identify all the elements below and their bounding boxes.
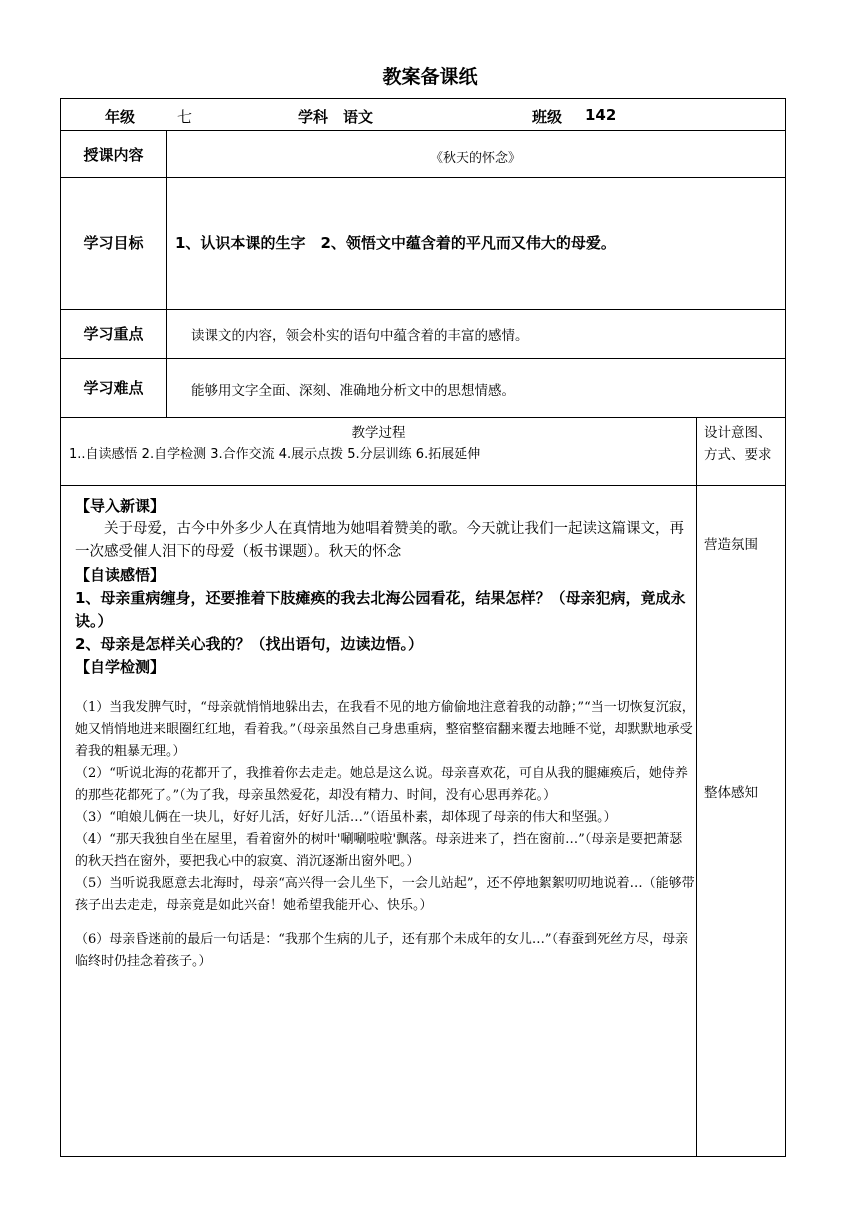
row-divider	[61, 417, 785, 418]
process-heading: 教学过程	[351, 425, 406, 441]
goal-label: 学习目标	[83, 234, 144, 252]
row-divider	[61, 358, 785, 359]
intro-title: 【导入新课】	[75, 497, 166, 515]
row-divider	[61, 485, 785, 486]
class-label: 班级	[532, 108, 563, 126]
self-read-title: 【自读感悟】	[75, 566, 166, 584]
content-value: 《秋天的怀念》	[429, 151, 521, 166]
check-item-4: （4）“那天我独自坐在屋里，看着窗外的树叶'唰唰啦啦'飘落。母亲进来了，挡在窗前…”（母亲是要把萧瑟的秋天挡在窗外，要把我心中的寂寞、消沉逐渐出窗外吧。）	[75, 832, 683, 869]
question-2: 2、母亲是怎样关心我的？（找出语句，边读边悟。）	[75, 635, 423, 653]
content-label: 授课内容	[83, 146, 144, 164]
side-note-atmosphere: 营造氛围	[704, 537, 758, 553]
key-point-value: 读课文的内容，领会朴实的语句中蕴含着的丰富的感情。	[191, 328, 529, 344]
class-value: 142	[585, 106, 617, 124]
self-check-title: 【自学检测】	[75, 658, 166, 676]
column-divider	[166, 130, 167, 417]
goal-value: 1、认识本课的生字 2、领悟文中蕴含着的平凡而又伟大的母爱。	[175, 234, 616, 252]
side-heading-1: 设计意图、	[704, 425, 772, 441]
row-divider	[61, 177, 785, 178]
check-item-1: （1）当我发脾气时，“母亲就悄悄地躲出去，在我看不见的地方偷偷地注意着我的动静；”“当一切恢复沉寂，她又悄悄地进来眼圈红红地，看着我。”（母亲虽然自己身患重病，整宿整宿翻来覆去地睡不觉，却默默地承受着我的粗暴无理。）	[75, 700, 695, 759]
column-divider	[696, 417, 697, 1156]
side-heading-2: 方式、要求	[704, 447, 772, 463]
subject-label: 学科	[298, 108, 329, 126]
question-1: 1、母亲重病缠身，还要推着下肢瘫痪的我去北海公园看花，结果怎样？（母亲犯病，竟成永诀。）	[75, 589, 686, 630]
grade-label: 年级	[105, 108, 136, 126]
check-item-3: （3）“咱娘儿俩在一块儿，好好儿活，好好儿活…”（语虽朴素，却体现了母亲的伟大和坚强。）	[75, 810, 617, 825]
lesson-body	[75, 495, 695, 973]
check-item-6: （6）母亲昏迷前的最后一句话是：“我那个生病的儿子，还有那个未成年的女儿…”（春蚕到死丝方尽，母亲临终时仍挂念着孩子。）	[75, 932, 689, 969]
row-divider	[61, 309, 785, 310]
process-steps: 1..自读感悟 2.自学检测 3.合作交流 4.展示点拨 5.分层训练 6.拓展延伸	[69, 447, 481, 462]
check-item-5: （5）当听说我愿意去北海时，母亲“高兴得一会儿坐下，一会儿站起”，还不停地絮絮叨叨地说着…（能够带孩子出去走走，母亲竟是如此兴奋！她希望我能开心、快乐。）	[75, 876, 695, 913]
row-divider	[61, 130, 785, 131]
difficulty-value: 能够用文字全面、深刻、准确地分析文中的思想情感。	[191, 383, 515, 399]
subject-value: 语文	[343, 108, 374, 126]
check-item-2: （2）“听说北海的花都开了，我推着你去走走。她总是这么说。母亲喜欢花，可自从我的腿瘫痪后，她侍养的那些花都死了。”（为了我，母亲虽然爱花，却没有精力、时间，没有心思再养花。）	[75, 766, 688, 803]
page-title: 教案备课纸	[382, 66, 478, 88]
lesson-plan-table	[60, 98, 786, 1157]
key-point-label: 学习重点	[83, 325, 144, 343]
difficulty-label: 学习难点	[83, 379, 144, 397]
side-note-overall: 整体感知	[704, 785, 758, 801]
grade-value: 七	[177, 108, 193, 126]
intro-text: 关于母爱，古今中外多少人在真情地为她唱着赞美的歌。今天就让我们一起读这篇课文，再一次感受催人泪下的母爱（板书课题）。秋天的怀念	[75, 521, 684, 560]
